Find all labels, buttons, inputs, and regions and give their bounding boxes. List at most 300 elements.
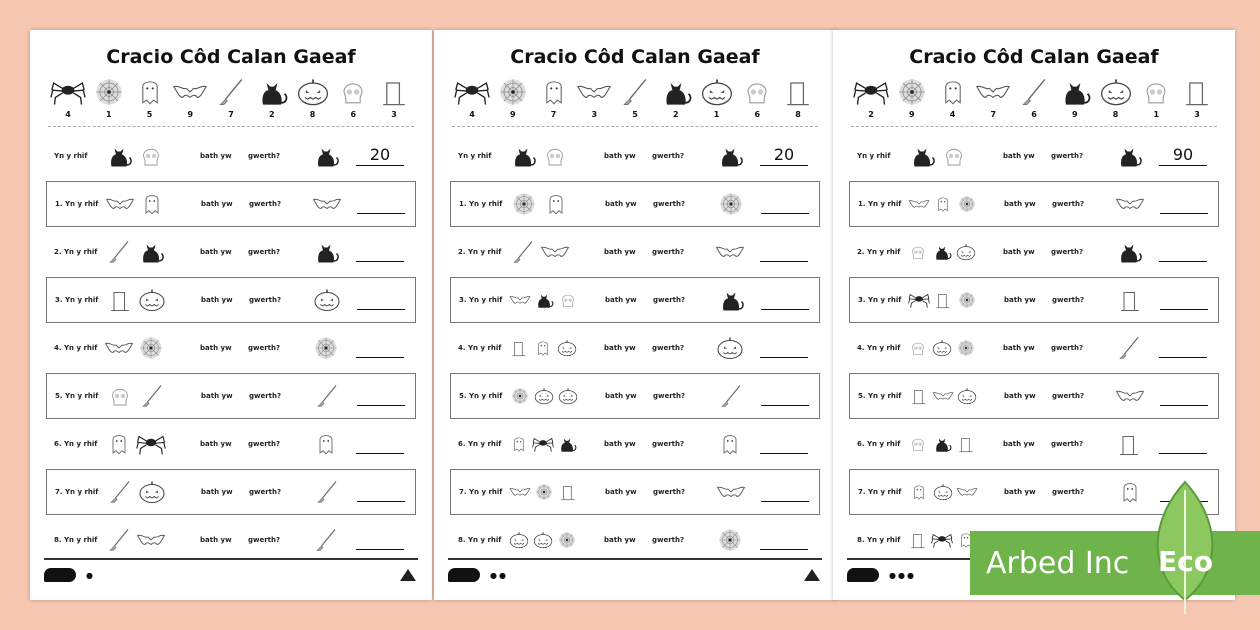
target-symbol <box>709 286 753 314</box>
page-indicator: ●● <box>490 570 508 580</box>
question-label: 6. Yn y rhif <box>54 440 98 448</box>
broom-icon <box>312 478 342 506</box>
answer-field[interactable] <box>356 338 404 358</box>
skull-icon <box>907 337 929 359</box>
bat-icon <box>509 289 531 311</box>
bath-yw-text: bath yw <box>1004 488 1036 496</box>
symbol-key-item <box>778 76 818 124</box>
question-label: 3. Yn y rhif <box>459 296 503 304</box>
symbol-key-number: 9 <box>187 110 194 119</box>
tombstone-icon <box>1114 430 1144 458</box>
bath-yw-text: bath yw <box>200 248 232 256</box>
question-symbols <box>907 433 1003 455</box>
gwerth-text: gwerth? <box>249 200 282 208</box>
target-symbol <box>708 142 752 170</box>
answer-field[interactable] <box>356 530 404 550</box>
question-label: 6. Yn y rhif <box>857 440 901 448</box>
question-row <box>849 181 1219 227</box>
page-indicator: ● <box>86 570 95 580</box>
ghost-icon <box>532 337 554 359</box>
question-row <box>46 421 416 467</box>
symbol-key-item <box>851 76 891 124</box>
gwerth-text: gwerth? <box>1052 488 1085 496</box>
target-symbol <box>1108 190 1152 218</box>
pumpkin-icon <box>557 385 579 407</box>
target-symbol <box>304 430 348 458</box>
spider-icon <box>532 433 554 455</box>
question-row <box>849 133 1219 179</box>
answer-field[interactable] <box>1159 434 1207 454</box>
target-symbol <box>304 526 348 554</box>
symbol-key-number: 1 <box>105 110 112 119</box>
symbol-key-number: 8 <box>309 110 316 119</box>
symbol-key-item <box>452 76 492 124</box>
publisher-logo <box>448 568 480 582</box>
bath-yw-text: bath yw <box>200 440 232 448</box>
question-row <box>450 517 820 563</box>
cat-icon <box>1114 142 1144 170</box>
answer-field[interactable]: 20 <box>356 146 404 166</box>
gwerth-text: gwerth? <box>1052 296 1085 304</box>
question-label: 8. Yn y rhif <box>857 536 901 544</box>
tombstone-icon <box>557 481 579 503</box>
question-row <box>46 469 416 515</box>
symbol-key-item <box>170 76 210 124</box>
cat-icon <box>533 289 555 311</box>
answer-field[interactable] <box>761 290 809 310</box>
pumpkin-icon <box>699 76 735 108</box>
gwerth-text: gwerth? <box>248 536 281 544</box>
web-icon <box>509 385 531 407</box>
ghost-icon <box>137 190 167 218</box>
symbol-key-item <box>89 76 129 124</box>
symbol-key-item <box>1177 76 1217 124</box>
question-label: 4. Yn y rhif <box>54 344 98 352</box>
gwerth-text: gwerth? <box>248 152 281 160</box>
web-icon <box>955 337 977 359</box>
cat-icon <box>716 286 746 314</box>
bath-yw-text: bath yw <box>200 536 232 544</box>
worksheet-title: Cracio Côd Calan Gaeaf <box>909 46 1159 68</box>
question-label: 7. Yn y rhif <box>858 488 902 496</box>
broom-icon <box>716 382 746 410</box>
pumpkin-icon <box>508 529 530 551</box>
web-icon <box>495 76 531 108</box>
spider-icon <box>908 289 930 311</box>
skull-icon <box>907 241 929 263</box>
symbol-key-item <box>1014 76 1054 124</box>
question-row <box>849 229 1219 275</box>
bat-icon <box>908 193 930 215</box>
symbol-key-item <box>333 76 373 124</box>
symbol-key-number: 2 <box>868 110 874 119</box>
question-symbols <box>907 241 1003 263</box>
skull-icon <box>739 76 775 108</box>
skull-icon <box>907 433 929 455</box>
tombstone-icon <box>907 529 929 551</box>
cat-icon <box>1114 238 1144 266</box>
bat-icon <box>576 76 612 108</box>
worksheet-page <box>434 30 836 600</box>
symbol-key-item <box>697 76 737 124</box>
pumpkin-icon <box>137 286 167 314</box>
symbol-key-item <box>1096 76 1136 124</box>
broom-icon <box>1114 334 1144 362</box>
cat-icon <box>907 142 937 170</box>
bat-icon <box>1115 382 1145 410</box>
answer-field[interactable]: 20 <box>760 146 808 166</box>
broom-icon <box>104 526 134 554</box>
answer-field[interactable] <box>761 194 809 214</box>
answer-field[interactable] <box>1159 242 1207 262</box>
symbol-key-number: 6 <box>350 110 357 119</box>
pumpkin-icon <box>1098 76 1134 108</box>
question-symbols <box>104 430 200 458</box>
skull-icon <box>939 142 969 170</box>
worksheet-title: Cracio Côd Calan Gaeaf <box>106 46 356 68</box>
divider <box>851 126 1217 127</box>
symbol-key-number: 3 <box>1194 110 1200 119</box>
symbol-key-item <box>656 76 696 124</box>
ghost-icon <box>932 193 954 215</box>
bat-icon <box>956 481 978 503</box>
bath-yw-text: bath yw <box>1004 392 1036 400</box>
symbol-key-item <box>973 76 1013 124</box>
answer-field[interactable] <box>760 434 808 454</box>
cat-icon <box>931 241 953 263</box>
broom-icon <box>1016 76 1052 108</box>
question-label: 1. Yn y rhif <box>55 200 99 208</box>
symbol-key <box>847 76 1221 124</box>
pumpkin-icon <box>556 337 578 359</box>
target-symbol <box>1107 238 1151 266</box>
target-symbol <box>305 190 349 218</box>
target-symbol <box>708 238 752 266</box>
ghost-icon <box>715 430 745 458</box>
question-row <box>450 373 820 419</box>
cat-icon <box>311 142 341 170</box>
symbol-key-number: 7 <box>228 110 234 119</box>
web-icon <box>509 190 539 218</box>
cat-icon <box>931 433 953 455</box>
ghost-icon <box>104 430 134 458</box>
tombstone-icon <box>780 76 816 108</box>
answer-field[interactable] <box>760 338 808 358</box>
question-row <box>46 181 416 227</box>
symbol-key-number: 9 <box>1071 110 1078 119</box>
gwerth-text: gwerth? <box>652 536 685 544</box>
answer-field[interactable] <box>1160 194 1208 214</box>
bat-icon <box>312 190 342 218</box>
symbol-key-item <box>252 76 292 124</box>
question-row <box>450 469 820 515</box>
question-row <box>46 325 416 371</box>
bath-yw-text: bath yw <box>1003 344 1035 352</box>
gwerth-text: gwerth? <box>1051 248 1084 256</box>
cat-icon <box>254 76 290 108</box>
target-symbol <box>709 382 753 410</box>
gwerth-text: gwerth? <box>1051 440 1084 448</box>
web-icon <box>956 289 978 311</box>
question-symbols <box>105 478 201 506</box>
answer-field[interactable] <box>357 194 405 214</box>
tombstone-icon <box>1179 76 1215 108</box>
question-symbols <box>908 481 1004 503</box>
question-label: 5. Yn y rhif <box>459 392 503 400</box>
bath-yw-text: bath yw <box>604 536 636 544</box>
question-row <box>450 181 820 227</box>
question-symbols <box>907 337 1003 359</box>
skull-icon <box>105 382 135 410</box>
answer-field[interactable] <box>1160 290 1208 310</box>
symbol-key <box>44 76 418 124</box>
symbol-key-number: 9 <box>509 110 516 119</box>
bath-yw-text: bath yw <box>201 296 233 304</box>
target-symbol <box>1108 382 1152 410</box>
publisher-logo <box>44 568 76 582</box>
gwerth-text: gwerth? <box>1051 344 1084 352</box>
question-symbols <box>509 385 605 407</box>
question-label: 4. Yn y rhif <box>857 344 901 352</box>
symbol-key-item <box>293 76 333 124</box>
target-symbol <box>709 478 753 506</box>
question-label: 8. Yn y rhif <box>54 536 98 544</box>
question-symbols <box>908 193 1004 215</box>
pumpkin-icon <box>533 385 555 407</box>
question-label: 1. Yn y rhif <box>858 200 902 208</box>
question-label: Yn y rhif <box>857 152 891 160</box>
question-label: Yn y rhif <box>458 152 492 160</box>
bath-yw-text: bath yw <box>604 344 636 352</box>
question-symbols <box>908 289 1004 311</box>
bath-yw-text: bath yw <box>201 200 233 208</box>
target-symbol <box>1107 334 1151 362</box>
question-symbols <box>508 142 604 170</box>
pumpkin-icon <box>295 76 331 108</box>
question-label: Yn y rhif <box>54 152 88 160</box>
bat-icon <box>172 76 208 108</box>
symbol-key-item <box>737 76 777 124</box>
bat-icon <box>136 526 166 554</box>
answer-field[interactable] <box>761 482 809 502</box>
pumpkin-icon <box>137 478 167 506</box>
question-symbols <box>105 382 201 410</box>
gwerth-text: gwerth? <box>1052 200 1085 208</box>
bat-icon <box>509 481 531 503</box>
skull-icon <box>335 76 371 108</box>
badge-icon <box>802 567 822 583</box>
bath-yw-text: bath yw <box>200 344 232 352</box>
answer-field[interactable] <box>357 386 405 406</box>
question-symbols <box>508 238 604 266</box>
web-icon <box>716 190 746 218</box>
question-row <box>46 277 416 323</box>
answer-field[interactable] <box>761 386 809 406</box>
skull-icon <box>136 142 166 170</box>
tombstone-icon <box>508 337 530 359</box>
answer-field[interactable] <box>760 530 808 550</box>
broom-icon <box>508 238 538 266</box>
cat-icon <box>104 142 134 170</box>
question-label: 7. Yn y rhif <box>459 488 503 496</box>
pumpkin-icon <box>312 286 342 314</box>
question-symbols <box>104 334 200 362</box>
tombstone-icon <box>932 289 954 311</box>
pumpkin-icon <box>715 334 745 362</box>
question-symbols <box>104 238 200 266</box>
question-symbols <box>104 526 200 554</box>
page-footer <box>44 563 418 587</box>
question-symbols <box>105 286 201 314</box>
question-row <box>46 229 416 275</box>
web-icon <box>91 76 127 108</box>
target-symbol <box>708 430 752 458</box>
worksheet-title: Cracio Côd Calan Gaeaf <box>510 46 760 68</box>
bat-icon <box>932 385 954 407</box>
answer-field[interactable] <box>356 434 404 454</box>
symbol-key-item <box>130 76 170 124</box>
page-indicator: ●●● <box>889 570 916 580</box>
question-symbols <box>509 289 605 311</box>
bath-yw-text: bath yw <box>1003 152 1035 160</box>
question-symbols <box>509 190 605 218</box>
gwerth-text: gwerth? <box>249 296 282 304</box>
web-icon <box>956 193 978 215</box>
symbol-key <box>448 76 822 124</box>
bat-icon <box>540 238 570 266</box>
gwerth-text: gwerth? <box>653 200 686 208</box>
answer-field[interactable]: 90 <box>1159 146 1207 166</box>
footer-divider <box>44 558 418 560</box>
pumpkin-icon <box>955 241 977 263</box>
question-symbols <box>508 529 604 551</box>
question-row <box>450 421 820 467</box>
skull-icon <box>557 289 579 311</box>
gwerth-text: gwerth? <box>1051 152 1084 160</box>
tombstone-icon <box>955 433 977 455</box>
question-label: 2. Yn y rhif <box>458 248 502 256</box>
question-label: 5. Yn y rhif <box>55 392 99 400</box>
ghost-icon <box>508 433 530 455</box>
question-label: 5. Yn y rhif <box>858 392 902 400</box>
question-symbols <box>104 142 200 170</box>
worksheet-page <box>30 30 432 600</box>
symbol-key-number: 1 <box>1153 110 1160 119</box>
bath-yw-text: bath yw <box>201 392 233 400</box>
gwerth-text: gwerth? <box>248 440 281 448</box>
bat-icon <box>105 190 135 218</box>
target-symbol <box>305 478 349 506</box>
skull-icon <box>1138 76 1174 108</box>
bath-yw-text: bath yw <box>1004 296 1036 304</box>
question-label: 2. Yn y rhif <box>54 248 98 256</box>
gwerth-text: gwerth? <box>248 344 281 352</box>
question-row <box>849 373 1219 419</box>
question-label: 7. Yn y rhif <box>55 488 99 496</box>
gwerth-text: gwerth? <box>653 392 686 400</box>
answer-field[interactable] <box>357 482 405 502</box>
pumpkin-icon <box>931 337 953 359</box>
broom-icon <box>105 478 135 506</box>
bath-yw-text: bath yw <box>1004 200 1036 208</box>
symbol-key-number: 6 <box>754 110 761 119</box>
gwerth-text: gwerth? <box>1052 392 1085 400</box>
skull-icon <box>540 142 570 170</box>
question-symbols <box>508 433 604 455</box>
question-row <box>450 277 820 323</box>
broom-icon <box>137 382 167 410</box>
publisher-logo <box>847 568 879 582</box>
question-label: 8. Yn y rhif <box>458 536 502 544</box>
question-row <box>450 325 820 371</box>
tombstone-icon <box>908 385 930 407</box>
symbol-key-number: 5 <box>632 110 638 119</box>
target-symbol <box>1107 142 1151 170</box>
question-label: 3. Yn y rhif <box>858 296 902 304</box>
symbol-key-item <box>1136 76 1176 124</box>
ghost-icon <box>935 76 971 108</box>
answer-field[interactable] <box>1160 386 1208 406</box>
symbol-key-number: 2 <box>268 110 275 119</box>
broom-icon <box>213 76 249 108</box>
spider-icon <box>136 430 166 458</box>
answer-field[interactable] <box>1159 338 1207 358</box>
web-icon <box>311 334 341 362</box>
eco-label: Eco <box>1158 545 1213 578</box>
target-symbol <box>305 286 349 314</box>
answer-field[interactable] <box>760 242 808 262</box>
cat-icon <box>508 142 538 170</box>
pumpkin-icon <box>956 385 978 407</box>
symbol-key-number: 3 <box>391 110 397 119</box>
web-icon <box>533 481 555 503</box>
bat-icon <box>1115 190 1145 218</box>
tombstone-icon <box>1115 286 1145 314</box>
answer-field[interactable] <box>356 242 404 262</box>
question-row <box>450 229 820 275</box>
answer-field[interactable] <box>357 290 405 310</box>
spider-icon <box>50 76 86 108</box>
divider <box>48 126 414 127</box>
question-row <box>849 325 1219 371</box>
cat-icon <box>556 433 578 455</box>
spider-icon <box>931 529 953 551</box>
spider-icon <box>454 76 490 108</box>
question-symbols <box>908 385 1004 407</box>
question-label: 6. Yn y rhif <box>458 440 502 448</box>
question-symbols <box>105 190 201 218</box>
symbol-key-number: 5 <box>146 110 153 119</box>
pumpkin-icon <box>932 481 954 503</box>
bath-yw-text: bath yw <box>604 248 636 256</box>
bat-icon <box>715 238 745 266</box>
ghost-icon <box>541 190 571 218</box>
symbol-key-item <box>615 76 655 124</box>
ghost-icon <box>132 76 168 108</box>
web-icon <box>556 529 578 551</box>
bath-yw-text: bath yw <box>605 488 637 496</box>
gwerth-text: gwerth? <box>653 488 686 496</box>
symbol-key-item <box>48 76 88 124</box>
symbol-key-item <box>574 76 614 124</box>
gwerth-text: gwerth? <box>652 248 685 256</box>
target-symbol <box>1107 430 1151 458</box>
broom-icon <box>311 526 341 554</box>
bath-yw-text: bath yw <box>1003 440 1035 448</box>
bath-yw-text: bath yw <box>605 392 637 400</box>
question-row <box>46 133 416 179</box>
badge-icon <box>398 567 418 583</box>
